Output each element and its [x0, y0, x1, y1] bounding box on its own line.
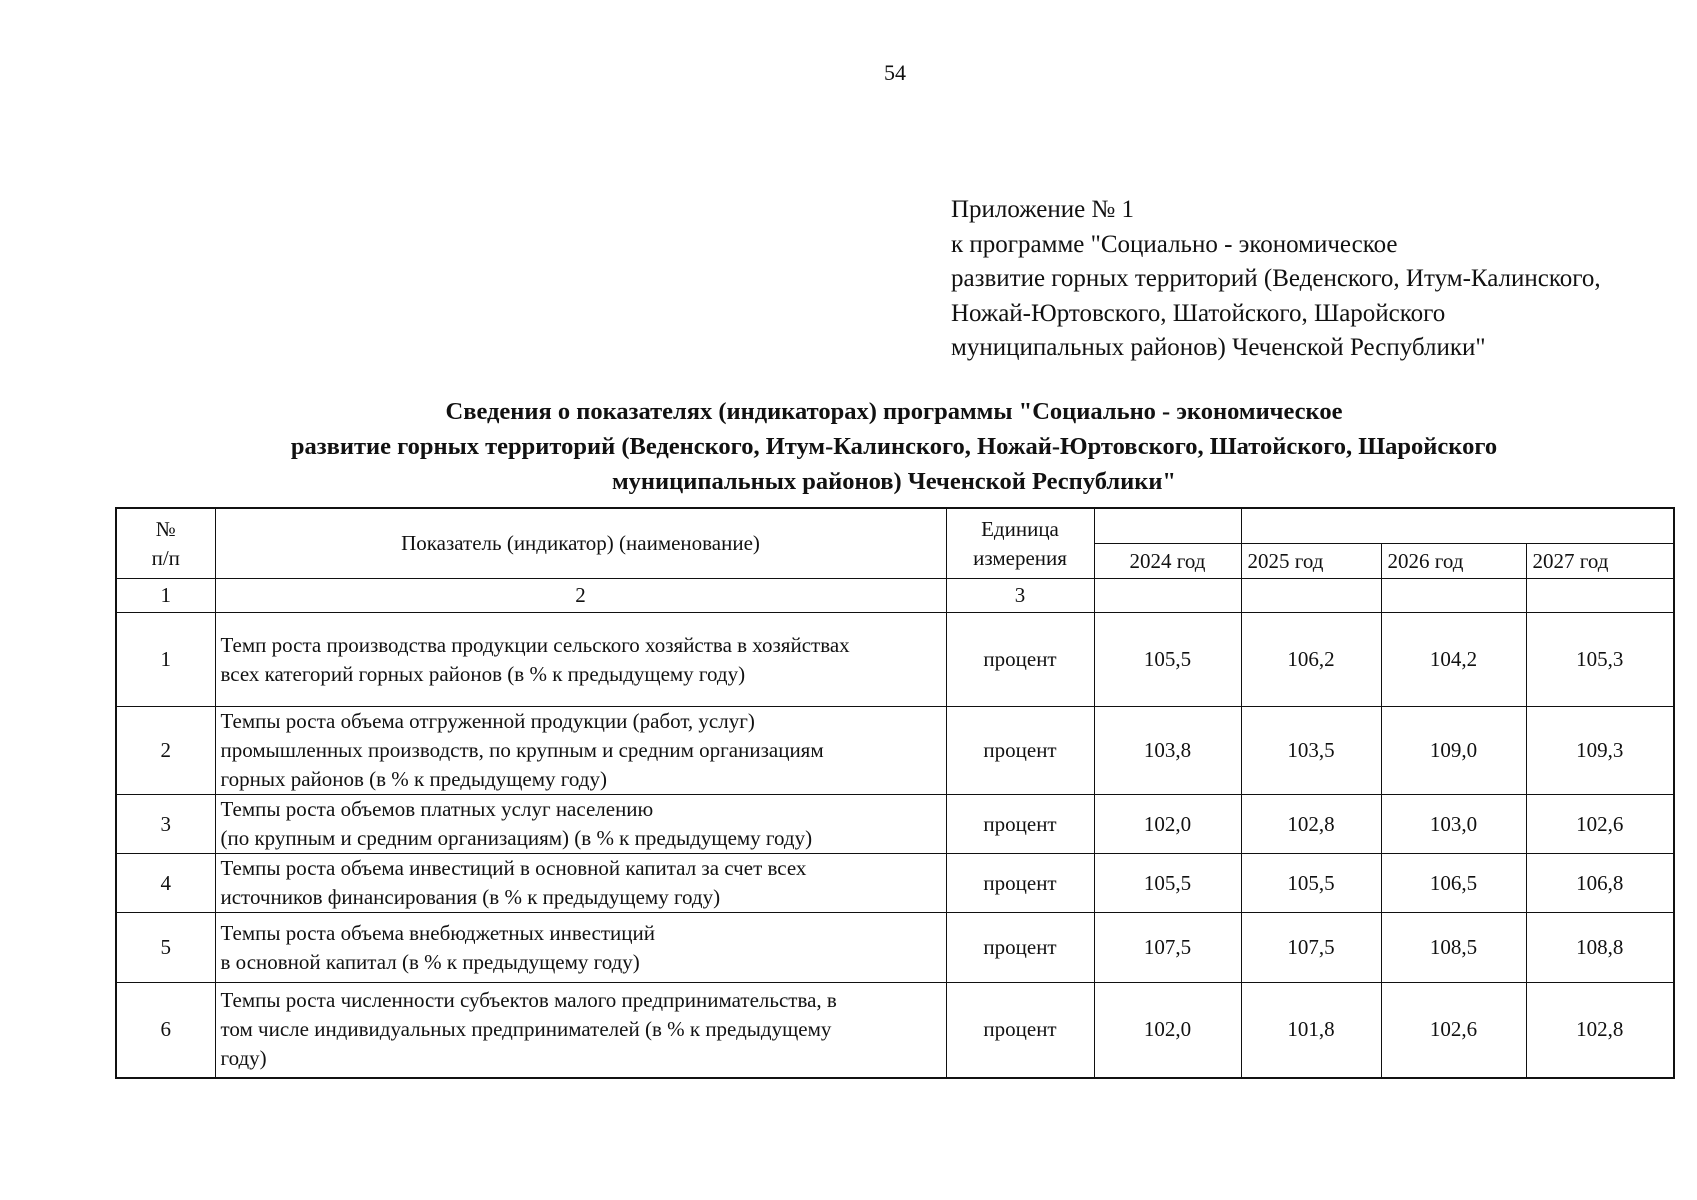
header-empty-cell	[1241, 508, 1674, 544]
row-name-cell	[215, 983, 946, 1078]
row-num-cell: 5	[116, 913, 215, 983]
row-value-cell: 105,3	[1526, 613, 1674, 707]
row-name-line: в основной капитал (в % к предыдущему году)	[220, 949, 640, 974]
table-row	[116, 707, 1674, 795]
appendix-line: Ножай-Юртовского, Шатойского, Шаройского	[951, 299, 1446, 327]
row-value-cell: 102,0	[1094, 983, 1241, 1078]
table-row	[116, 913, 1674, 983]
header-year-cell: 2025 год	[1241, 544, 1381, 579]
column-number-cell	[1381, 579, 1526, 613]
row-name-line: горных районов (в % к предыдущему году)	[220, 767, 607, 791]
row-unit-cell: процент	[946, 913, 1094, 983]
row-value-cell: 102,8	[1241, 795, 1381, 854]
document-title	[115, 394, 1673, 499]
table-row	[116, 613, 1674, 707]
column-number-cell: 1	[116, 579, 215, 613]
table-row	[116, 854, 1674, 913]
row-name-line: Темп роста производства продукции сельского хозяйства в хозяйствах	[220, 632, 850, 657]
appendix-note	[951, 193, 1601, 366]
row-value-cell: 105,5	[1094, 613, 1241, 707]
row-name-line: Темпы роста объема инвестиций в основной капитал за счет всех	[220, 856, 807, 880]
appendix-line: муниципальных районов) Чеченской Республики"	[951, 334, 1486, 361]
header-indicator-cell: Показатель (индикатор) (наименование)	[215, 508, 946, 579]
row-value-cell: 108,8	[1526, 913, 1674, 983]
column-numbers-row	[116, 579, 1674, 613]
row-name-line: (по крупным и средним организациям) (в % к предыдущему году)	[220, 826, 813, 850]
row-num-cell: 2	[116, 707, 215, 795]
row-value-cell: 106,2	[1241, 613, 1381, 707]
row-num-cell: 1	[116, 613, 215, 707]
row-value-cell: 103,0	[1381, 795, 1526, 854]
table-row	[116, 983, 1674, 1078]
header-num-line: п/п	[151, 545, 180, 570]
row-value-cell: 103,8	[1094, 707, 1241, 795]
row-value-cell: 105,5	[1094, 854, 1241, 913]
row-value-cell: 101,8	[1241, 983, 1381, 1078]
header-year-cell: 2026 год	[1381, 544, 1526, 579]
appendix-line: развитие горных территорий (Веденского, Итум-Калинского,	[951, 265, 1601, 292]
row-value-cell: 105,5	[1241, 854, 1381, 913]
row-num-cell: 4	[116, 854, 215, 913]
header-unit-line: Единица	[981, 516, 1059, 541]
title-line: развитие горных территорий (Веденского, Итум-Калинского, Ножай-Юртовского, Шатойского, Шаройского	[290, 433, 1498, 460]
row-name-cell	[215, 795, 946, 854]
header-year-cell: 2027 год	[1526, 544, 1674, 579]
row-unit-cell: процент	[946, 854, 1094, 913]
header-num-line: №	[155, 516, 176, 541]
row-num-cell: 3	[116, 795, 215, 854]
column-number-cell: 3	[946, 579, 1094, 613]
column-number-cell	[1526, 579, 1674, 613]
row-name-line: том числе индивидуальных предпринимателей (в % к предыдущему	[220, 1017, 832, 1042]
header-year-cell: 2024 год	[1094, 544, 1241, 579]
row-value-cell: 102,0	[1094, 795, 1241, 854]
header-row	[116, 508, 1674, 544]
indicators-table	[115, 507, 1675, 1079]
page-number: 54	[884, 60, 906, 85]
row-value-cell: 104,2	[1381, 613, 1526, 707]
row-name-cell	[215, 613, 946, 707]
row-value-cell: 107,5	[1094, 913, 1241, 983]
table-row	[116, 795, 1674, 854]
row-name-line: Темпы роста объемов платных услуг населению	[220, 797, 654, 821]
row-value-cell: 102,6	[1526, 795, 1674, 854]
appendix-line: Приложение № 1	[951, 196, 1135, 223]
row-name-line: Темпы роста объема отгруженной продукции (работ, услуг)	[220, 709, 755, 733]
header-unit-cell	[946, 508, 1094, 579]
row-name-line: Темпы роста численности субъектов малого предпринимательства, в	[220, 988, 837, 1013]
row-name-line: промышленных производств, по крупным и средним организациям	[220, 738, 824, 762]
row-value-cell: 107,5	[1241, 913, 1381, 983]
row-name-line: Темпы роста объема внебюджетных инвестиций	[220, 920, 655, 945]
row-name-cell	[215, 707, 946, 795]
header-unit-line: измерения	[973, 545, 1067, 570]
title-line: муниципальных районов) Чеченской Республики"	[611, 468, 1177, 495]
row-value-cell: 103,5	[1241, 707, 1381, 795]
row-name-cell	[215, 913, 946, 983]
row-unit-cell: процент	[946, 795, 1094, 854]
row-name-line: источников финансирования (в % к предыдущему году)	[220, 885, 721, 909]
row-value-cell: 102,6	[1381, 983, 1526, 1078]
column-number-cell: 2	[215, 579, 946, 613]
row-num-cell: 6	[116, 983, 215, 1078]
appendix-line: к программе "Социально - экономическое	[951, 230, 1398, 258]
row-value-cell: 108,5	[1381, 913, 1526, 983]
row-name-line: всех категорий горных районов (в % к предыдущему году)	[220, 661, 746, 686]
header-empty-cell	[1094, 508, 1241, 544]
header-num-cell	[116, 508, 215, 579]
row-unit-cell: процент	[946, 707, 1094, 795]
title-line: Сведения о показателях (индикаторах) программы "Социально - экономическое	[445, 398, 1343, 425]
row-value-cell: 102,8	[1526, 983, 1674, 1078]
column-number-cell	[1241, 579, 1381, 613]
row-value-cell: 106,8	[1526, 854, 1674, 913]
row-value-cell: 109,0	[1381, 707, 1526, 795]
row-value-cell: 109,3	[1526, 707, 1674, 795]
row-value-cell: 106,5	[1381, 854, 1526, 913]
row-unit-cell: процент	[946, 983, 1094, 1078]
row-name-cell	[215, 854, 946, 913]
row-name-line: году)	[220, 1046, 267, 1071]
row-unit-cell: процент	[946, 613, 1094, 707]
column-number-cell	[1094, 579, 1241, 613]
